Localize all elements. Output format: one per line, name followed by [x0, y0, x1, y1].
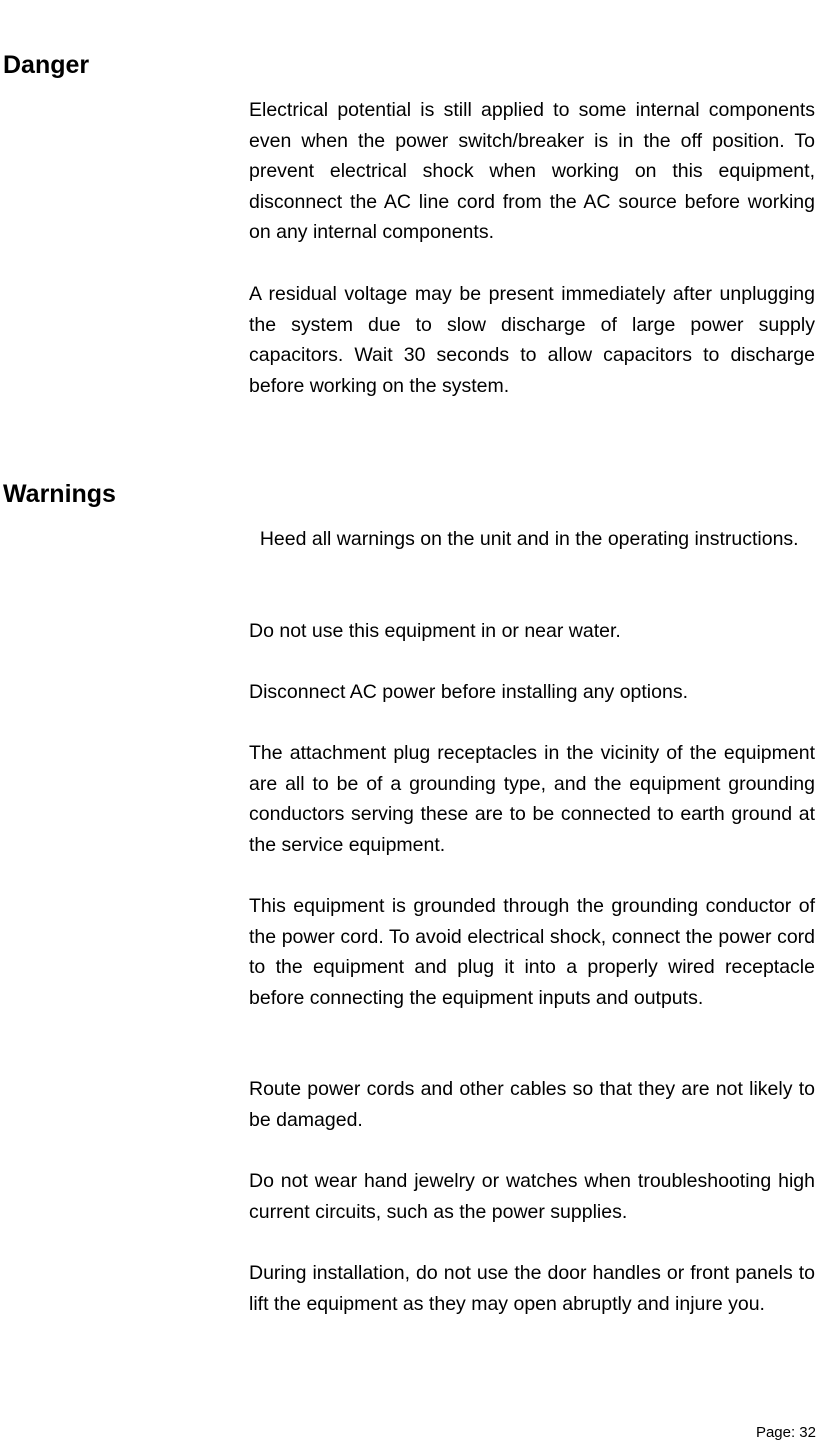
warning-paragraph-4: The attachment plug receptacles in the vicinity of the equipment are all to be of a grounding type, and the equipment grounding conductors serving these are to be connected to earth ground at the service equipment.	[249, 742, 815, 856]
warning-paragraph-1: Heed all warnings on the unit and in the operating instructions.	[249, 528, 799, 550]
danger-paragraph-1: Electrical potential is still applied to some internal components even when the power switch/breaker is in the off position. To prevent electrical shock when working on this equipment, disconnect the AC line cord from the AC source before working on any internal components.	[249, 99, 815, 244]
warnings-heading: Warnings	[3, 480, 116, 508]
warning-paragraph-2: Do not use this equipment in or near water.	[249, 620, 621, 642]
danger-heading: Danger	[3, 51, 90, 79]
warning-paragraph-5: This equipment is grounded through the grounding conductor of the power cord. To avoid electrical shock, connect the power cord to the equipment and plug it into a properly wired receptacle before connecting the equipment inputs and outputs.	[249, 895, 815, 1009]
warning-paragraph-7: Do not wear hand jewelry or watches when troubleshooting high current circuits, such as the power supplies.	[249, 1170, 815, 1223]
danger-paragraph-2: A residual voltage may be present immediately after unplugging the system due to slow discharge of large power supply capacitors. Wait 30 seconds to allow capacitors to discharge before working on the system.	[249, 283, 815, 397]
warning-paragraph-6: Route power cords and other cables so that they are not likely to be damaged.	[249, 1078, 815, 1131]
warning-paragraph-8: During installation, do not use the door handles or front panels to lift the equipment as they may open abruptly and injure you.	[249, 1262, 815, 1315]
page-number: Page: 32	[755, 1424, 816, 1441]
warning-paragraph-3: Disconnect AC power before installing any options.	[249, 681, 688, 703]
